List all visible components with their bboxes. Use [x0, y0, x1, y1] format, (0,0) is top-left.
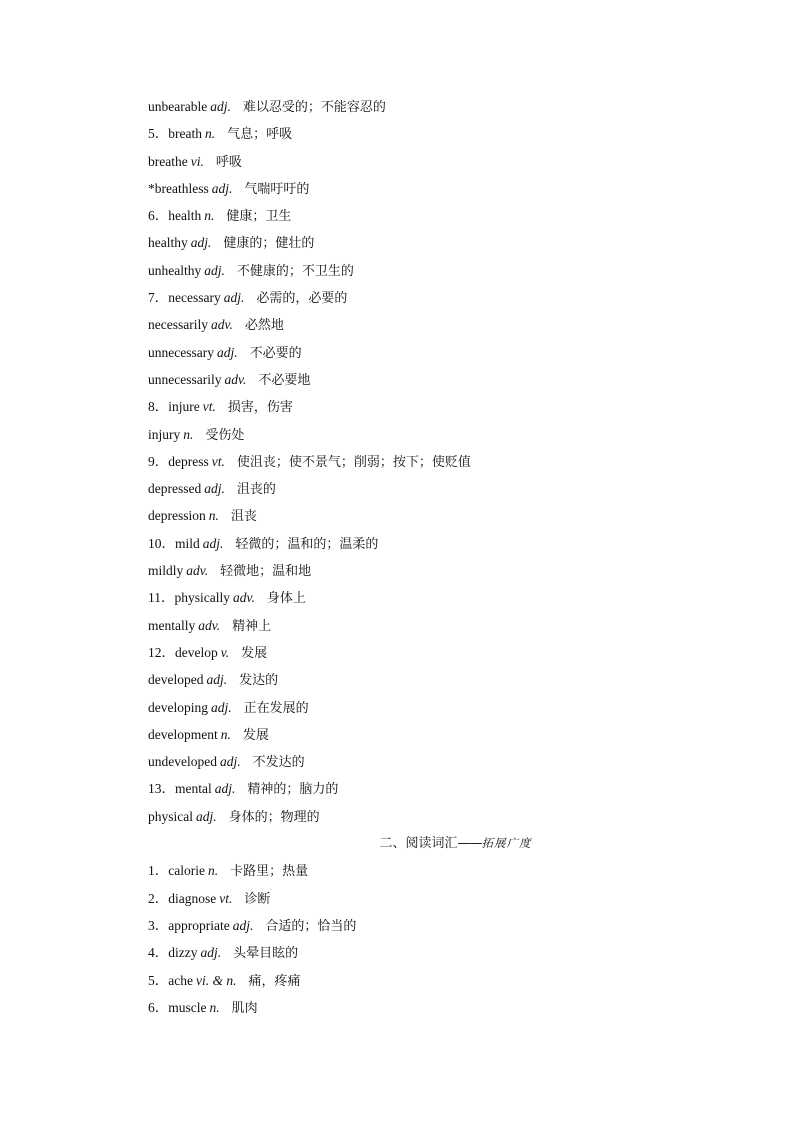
entry-part-of-speech: adv. — [210, 317, 233, 333]
vocab-entry — [148, 939, 648, 966]
vocab-entry — [148, 857, 648, 884]
entry-meaning: 发展 — [242, 727, 269, 743]
entry-number: 5． — [148, 126, 169, 142]
entry-word: calorie — [168, 863, 205, 879]
vocab-entry — [148, 639, 648, 666]
vocab-entry — [148, 912, 648, 939]
entry-part-of-speech: adj. — [211, 699, 232, 715]
entry-word: depression — [148, 508, 206, 524]
vocab-entry — [148, 502, 648, 529]
entry-meaning: 身体的；物理的 — [228, 809, 320, 825]
entry-word: developed — [148, 672, 204, 688]
entry-meaning: 不必要地 — [258, 372, 311, 388]
entry-word: unhealthy — [148, 262, 202, 278]
entry-part-of-speech: adj. — [204, 262, 225, 278]
vocabulary-list — [148, 93, 648, 1021]
vocab-entry — [148, 257, 648, 284]
entry-word: mental — [175, 781, 212, 797]
entry-word: depress — [168, 453, 209, 469]
entry-number: 12． — [148, 644, 175, 660]
entry-number: 10． — [148, 535, 175, 551]
entry-number: 7． — [148, 290, 169, 306]
entry-part-of-speech: adj. — [211, 180, 233, 196]
entry-part-of-speech: vt. — [219, 890, 233, 906]
entry-word: mild — [175, 535, 200, 551]
vocab-entry — [148, 967, 648, 994]
entry-part-of-speech: adv. — [224, 371, 247, 387]
entry-meaning: 气喘吁吁的 — [244, 181, 310, 197]
entry-meaning: 沮丧的 — [236, 482, 276, 498]
entry-meaning: 呼吸 — [215, 154, 242, 170]
vocab-entry — [148, 175, 648, 202]
vocab-entry — [148, 311, 648, 338]
entry-word: mentally — [148, 617, 196, 633]
entry-word: ache — [168, 972, 193, 988]
entry-part-of-speech: n. — [204, 126, 216, 142]
entry-part-of-speech: n. — [220, 726, 231, 742]
vocab-entry — [148, 284, 648, 311]
vocab-entry — [148, 721, 648, 748]
entry-number: 2． — [148, 890, 169, 906]
vocab-entry — [148, 393, 648, 420]
entry-meaning: 气息；呼吸 — [227, 127, 293, 143]
entry-meaning: 合适的；恰当的 — [265, 918, 357, 934]
entry-meaning: 发达的 — [239, 673, 279, 689]
entry-word: unnecessary — [148, 344, 214, 360]
entry-word: develop — [175, 644, 218, 660]
entry-meaning: 精神的；脑力的 — [247, 782, 339, 798]
vocabulary-section-a — [148, 93, 648, 830]
entry-part-of-speech: vi. & n. — [195, 972, 237, 988]
entry-part-of-speech: adj. — [219, 754, 241, 770]
entry-word: unnecessarily — [148, 371, 222, 387]
entry-meaning: 必需的，必要的 — [256, 291, 348, 307]
entry-number: 11． — [148, 590, 175, 606]
entry-part-of-speech: vt. — [202, 399, 216, 415]
entry-part-of-speech: vt. — [211, 453, 225, 469]
entry-meaning: 身体上 — [266, 591, 306, 607]
entry-meaning: 不必要的 — [249, 345, 302, 361]
entry-meaning: 不健康的；不卫生的 — [236, 263, 354, 279]
vocab-entry — [148, 448, 648, 475]
vocab-entry — [148, 666, 648, 693]
entry-meaning: 使沮丧；使不景气；削弱；按下；使贬值 — [236, 454, 471, 470]
vocab-entry — [148, 584, 648, 611]
entry-part-of-speech: adj. — [206, 672, 228, 688]
entry-meaning: 健康；卫生 — [226, 209, 292, 225]
entry-word: unbearable — [148, 99, 208, 114]
vocab-entry — [148, 475, 648, 502]
entry-meaning: 发展 — [241, 645, 268, 661]
vocab-entry — [148, 202, 648, 229]
section-heading-sub: 拓展广度 — [481, 836, 532, 851]
vocab-entry — [148, 612, 648, 639]
vocab-entry — [148, 229, 648, 256]
entry-word: undeveloped — [148, 754, 217, 770]
vocab-entry — [148, 421, 648, 448]
entry-word: muscle — [168, 999, 207, 1015]
entry-word: diagnose — [168, 890, 217, 906]
entry-part-of-speech: n. — [207, 863, 219, 879]
entry-meaning: 受伤处 — [205, 427, 245, 443]
entry-meaning: 头晕目眩的 — [233, 946, 299, 962]
vocabulary-section-b — [148, 857, 648, 1021]
entry-part-of-speech: v. — [220, 644, 230, 660]
entry-word: mildly — [148, 563, 184, 579]
vocab-entry — [148, 366, 648, 393]
entry-number: 6． — [148, 208, 169, 224]
vocab-entry — [148, 775, 648, 802]
entry-meaning: 难以忍受的；不能容忍的 — [242, 100, 386, 115]
entry-part-of-speech: n. — [209, 999, 220, 1015]
vocab-entry — [148, 530, 648, 557]
entry-number: 8． — [148, 399, 169, 415]
vocab-entry — [148, 803, 648, 830]
vocab-entry — [148, 994, 648, 1021]
entry-word: developing — [148, 699, 208, 715]
vocab-entry — [148, 885, 648, 912]
entry-meaning: 正在发展的 — [243, 700, 309, 716]
entry-meaning: 沮丧 — [230, 509, 257, 525]
entry-meaning: 轻微地；温和地 — [220, 564, 312, 580]
entry-part-of-speech: adv. — [233, 590, 255, 606]
entry-part-of-speech: adj. — [214, 781, 236, 797]
entry-part-of-speech: adv. — [186, 563, 209, 579]
entry-word: injury — [148, 426, 181, 442]
entry-word: breathe — [148, 153, 188, 169]
entry-part-of-speech: adj. — [196, 808, 217, 824]
entry-part-of-speech: adj. — [210, 99, 231, 114]
entry-part-of-speech: adj. — [223, 290, 245, 306]
entry-word: development — [148, 726, 218, 742]
entry-word: necessarily — [148, 317, 208, 333]
entry-part-of-speech: adj. — [232, 917, 254, 933]
vocab-entry — [148, 748, 648, 775]
entry-part-of-speech: adj. — [190, 235, 212, 251]
vocab-entry — [148, 339, 648, 366]
section-heading-main: 二、阅读词汇 — [379, 836, 458, 852]
entry-meaning: 精神上 — [232, 618, 272, 634]
entry-meaning: 不发达的 — [252, 755, 305, 771]
entry-meaning: 卡路里；热量 — [230, 864, 309, 880]
entry-part-of-speech: n. — [208, 508, 219, 524]
entry-word: injure — [168, 399, 200, 415]
entry-word: *breathless — [148, 180, 209, 196]
entry-word: physical — [148, 808, 193, 824]
section-heading-dash: —— — [457, 836, 482, 852]
entry-number: 13． — [148, 781, 175, 797]
section-heading — [148, 830, 648, 857]
entry-word: healthy — [148, 235, 188, 251]
vocab-entry — [148, 557, 648, 584]
entry-number: 6． — [148, 999, 169, 1015]
entry-number: 1． — [148, 863, 169, 879]
entry-meaning: 必然地 — [244, 318, 284, 334]
entry-part-of-speech: adj. — [202, 535, 224, 551]
entry-word: health — [168, 208, 202, 224]
entry-part-of-speech: n. — [204, 208, 215, 224]
entry-word: physically — [174, 590, 230, 606]
entry-meaning: 损害，伤害 — [227, 400, 293, 416]
entry-meaning: 痛，疼痛 — [248, 973, 301, 989]
entry-part-of-speech: vi. — [190, 153, 204, 169]
entry-word: breath — [168, 126, 202, 142]
vocab-entry — [148, 694, 648, 721]
entry-part-of-speech: adv. — [198, 617, 221, 633]
entry-number: 3． — [148, 917, 169, 933]
entry-part-of-speech: adj. — [216, 344, 238, 360]
vocab-entry — [148, 148, 648, 175]
entry-meaning: 健康的；健壮的 — [223, 236, 315, 252]
entry-word: dizzy — [168, 945, 198, 961]
entry-number: 9． — [148, 453, 169, 469]
vocab-entry — [148, 93, 648, 120]
entry-meaning: 肌肉 — [231, 1000, 258, 1016]
entry-word: necessary — [168, 290, 221, 306]
entry-word: appropriate — [168, 917, 230, 933]
entry-number: 5． — [148, 972, 169, 988]
entry-part-of-speech: n. — [183, 426, 194, 442]
entry-word: depressed — [148, 481, 202, 497]
entry-meaning: 诊断 — [244, 891, 271, 907]
entry-number: 4． — [148, 945, 169, 961]
entry-part-of-speech: adj. — [204, 481, 225, 497]
entry-meaning: 轻微的；温和的；温柔的 — [235, 536, 379, 552]
vocab-entry — [148, 120, 648, 147]
entry-part-of-speech: adj. — [200, 945, 222, 961]
